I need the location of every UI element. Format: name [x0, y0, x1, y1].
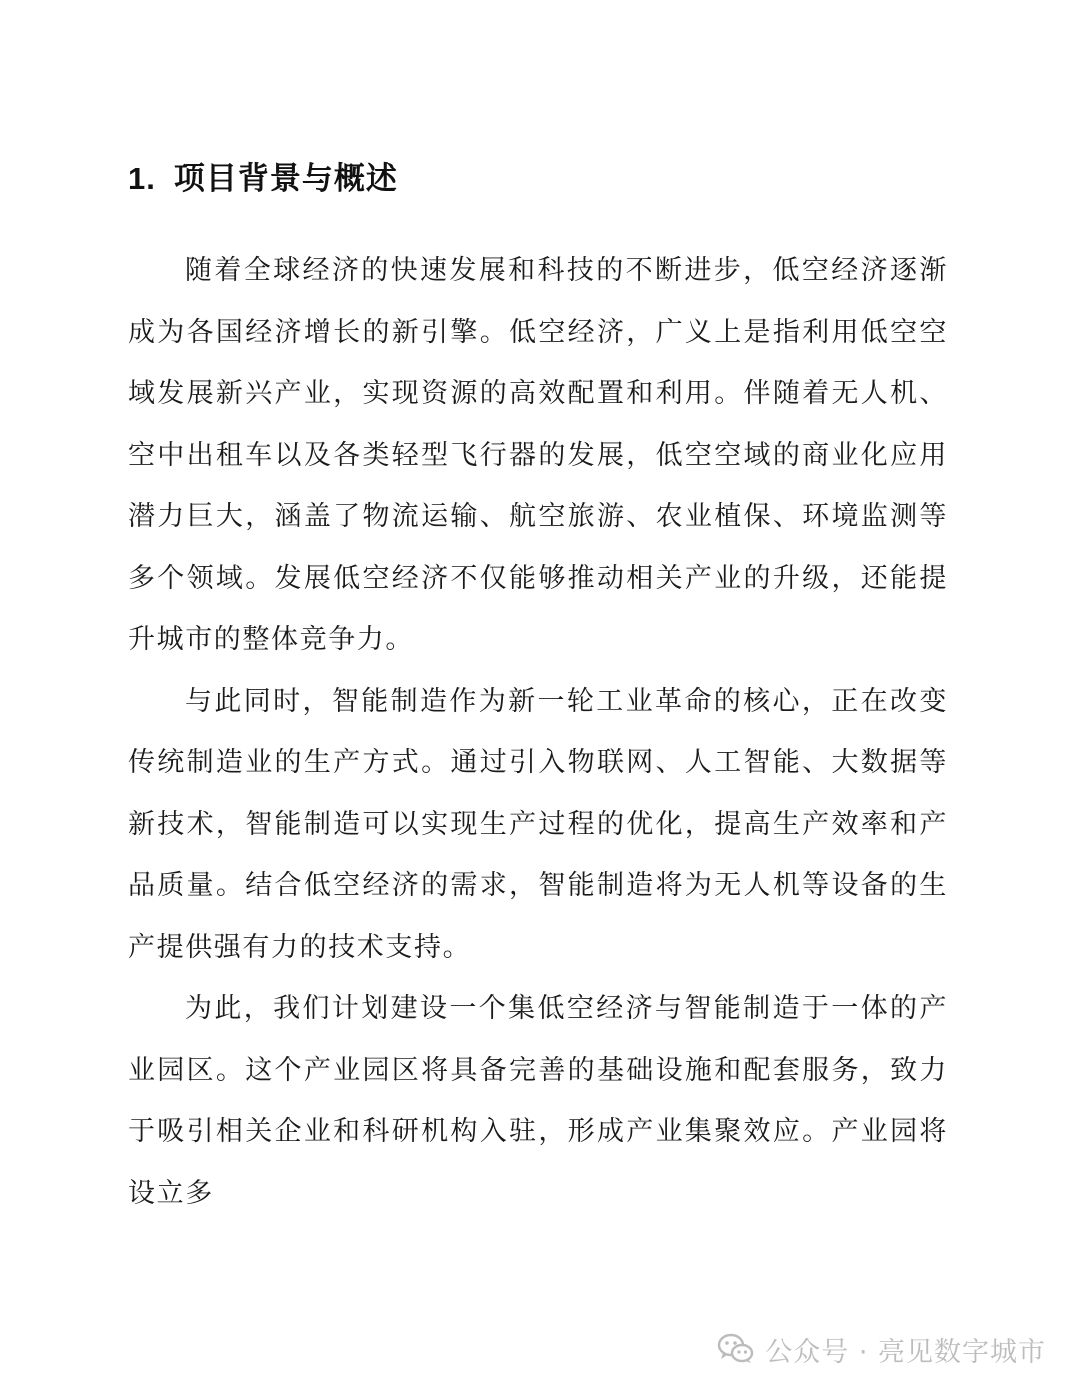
paragraph-3: 为此，我们计划建设一个集低空经济与智能制造于一体的产业园区。这个产业园区将具备完善的基础设施和配套服务，致力于吸引相关企业和科研机构入驻，形成产业集聚效应。产业园将设立多 — [128, 993, 948, 1209]
paragraph-2: 与此同时，智能制造作为新一轮工业革命的核心，正在改变传统制造业的生产方式。通过引入物联网、人工智能、大数据等新技术，智能制造可以实现生产过程的优化，提高生产效率和产品质量。结合低空经济的需求，智能制造将为无人机等设备的生产提供强有力的技术支持。 — [128, 685, 948, 963]
section-title: 项目背景与概述 — [173, 161, 398, 196]
watermark-text: 公众号 · 亮见数字城市 — [765, 1336, 1046, 1368]
wechat-icon — [717, 1333, 755, 1365]
wechat-watermark — [717, 1324, 1046, 1374]
section-number: 1. — [128, 161, 156, 196]
section-heading — [128, 156, 398, 202]
paragraph-1: 随着全球经济的快速发展和科技的不断进步，低空经济逐渐成为各国经济增长的新引擎。低空经济，广义上是指利用低空空域发展新兴产业，实现资源的高效配置和利用。伴随着无人机、空中出租车以及各类轻型飞行器的发展，低空空域的商业化应用潜力巨大，涵盖了物流运输、航空旅游、农业植保、环境监测等多个领域。发展低空经济不仅能够推动相关产业的升级，还能提升城市的整体竞争力。 — [128, 255, 948, 655]
body-text — [128, 240, 948, 1224]
